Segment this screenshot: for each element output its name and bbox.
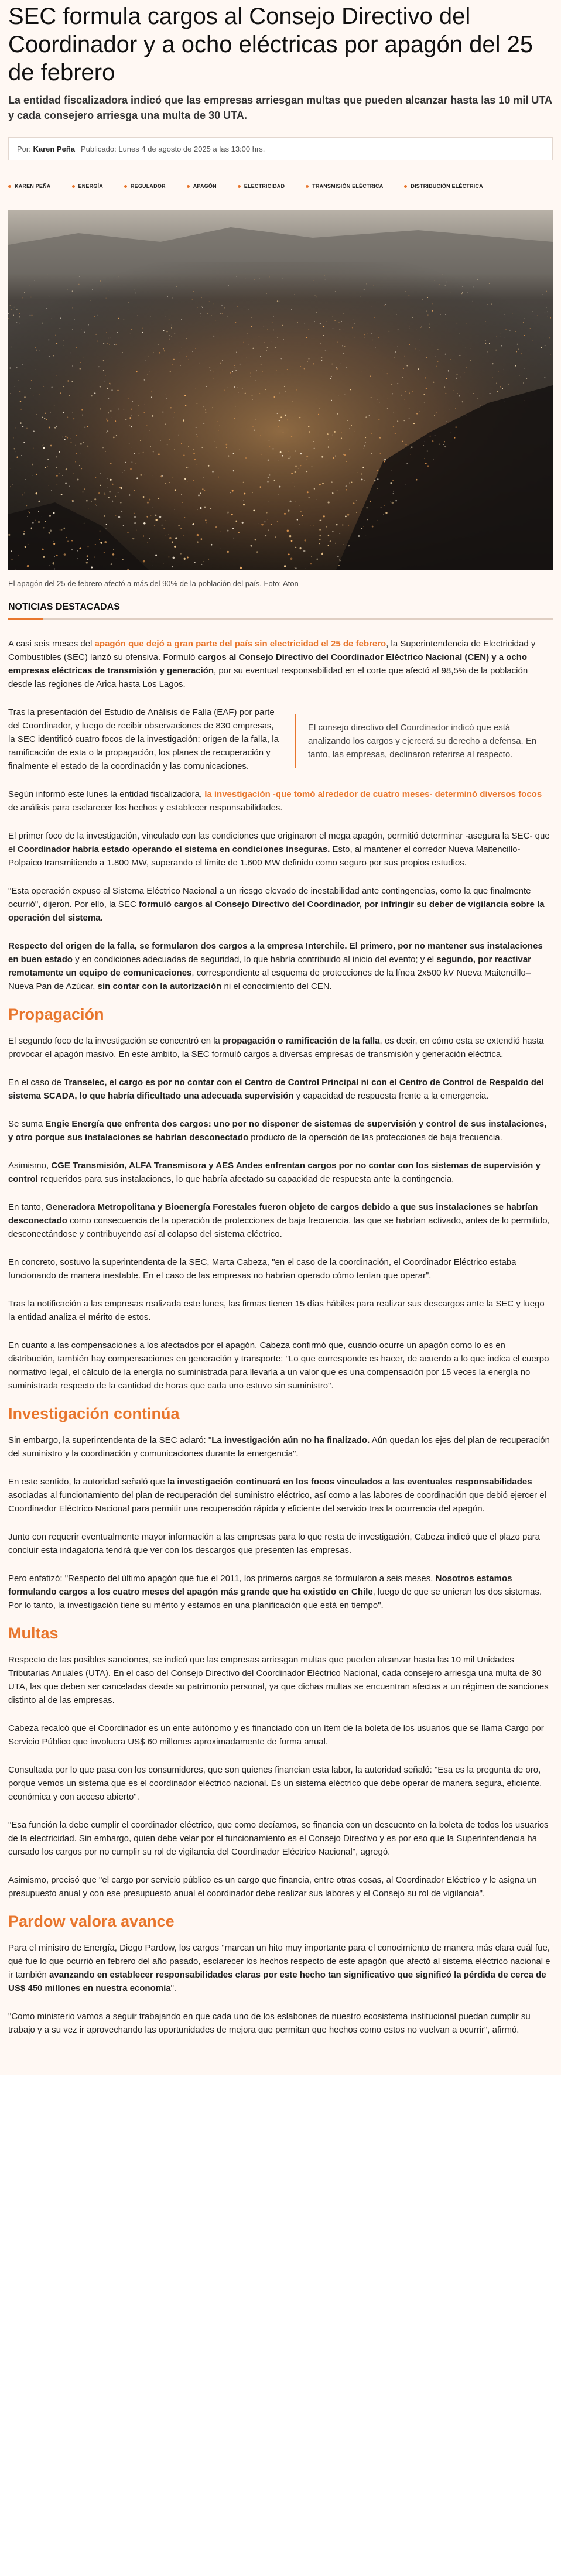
paragraph: Sin embargo, la superintendenta de la SEC aclaró: "La investigación aún no ha finalizado. Aún quedan los ejes del plan de recuperación del suministro y la coordinación y comunicaciones durante la emergencia".	[8, 1435, 550, 1459]
paragraph: En tanto, Generadora Metropolitana y Bioenergía Forestales fueron objeto de cargos debido a que sus instalaciones se habrían desconectado como consecuencia de la operación de protecciones de baja frecuencia, las que se habrían activado, antes de lo permitido, desconectándose y contribuyendo así al colapso del sistema eléctrico.	[8, 1202, 550, 1239]
paragraph: Tras la presentación del Estudio de Análisis de Falla (EAF) por parte del Coordinador, y luego de recibir observaciones de 830 empresas, la SEC identificó cuatro focos de la investigación: origen de la falla, la ramificación de esta o la propagación, los planes de recuperación y finalmente el estado de la coordinación y las comunicaciones.	[8, 707, 279, 771]
paragraph: "Como ministerio vamos a seguir trabajando en que cada uno de los eslabones de nuestro ecosistema institucional puedan cumplir su trabajo y a su vez ir aprovechando las oportunidades de mejora que permitan que hechos como estos no vuelvan a ocurrir", afirmó.	[8, 2011, 531, 2035]
article-headline: SEC formula cargos al Consejo Directivo del Coordinador y a ocho eléctricas por apagón del 25 de febrero	[8, 4, 533, 85]
paragraph-with-quote	[8, 706, 553, 773]
paragraph: "Esa función la debe cumplir el coordinador eléctrico, que como decíamos, se financia con un descuento en la boleta de todos los usuarios de la electricidad. Sin embargo, quien debe velar por el funcionamiento es el Consejo Directivo y es por eso que la Superintendencia ha cursado los cargos por no cumplir su rol de vigilancia del Coordinador Eléctrico Nacional", agregó.	[8, 1820, 549, 1857]
dot-icon	[72, 185, 75, 188]
paragraph: Junto con requerir eventualmente mayor información a las empresas para lo que resta de investigación, Cabeza indicó que el plazo para concluir esta indagatoria tendrá que ver con los descargos que presenten las empresas.	[8, 1532, 541, 1555]
paragraph: Pero enfatizó: "Respecto del último apagón que fue el 2011, los primeros cargos se formularon a seis meses. Nosotros estamos formulando cargos a los cuatro meses del apagón más grande que ha existido en Chile, luego de que se unieran los dos sistemas. Por lo tanto, la investigación tiene su mérito y estamos en una planificación que está en tiempo".	[8, 1573, 542, 1610]
paragraph: A casi seis meses del apagón que dejó a gran parte del país sin electricidad el 25 de febrero, la Superintendencia de Electricidad y Combustibles (SEC) lanzó su ofensiva. Formuló cargos al Consejo Directivo del Coordinador Eléctrico Nacional (CEN) y a ocho empresas eléctricas de transmisión y generación, por su eventual responsabilidad en el corte que afectó al 98,5% de la población desde las regiones de Arica hasta Los Lagos.	[8, 639, 536, 689]
tag[interactable]: ENERGÍA	[72, 183, 117, 189]
publish-date: Publicado: Lunes 4 de agosto de 2025 a las 13:00 hrs.	[81, 144, 265, 153]
paragraph: En el caso de Transelec, el cargo es por no contar con el Centro de Control Principal ni con el Centro de Control de Respaldo del sistema SCADA, lo que habría dificultado una adecuada supervisión y capacidad de respuesta frente a la emergencia.	[8, 1077, 544, 1101]
paragraph: Consultada por lo que pasa con los consumidores, que son quienes financian esta labor, la autoridad señaló: "Esa es la pregunta de oro, porque vemos un sistema que es el coordinador eléctrico nacional. Es un sistema eléctrico que debe operar de manera segura, eficiente, económica y con acceso abierto".	[8, 1765, 542, 1802]
paragraph: Cabeza recalcó que el Coordinador es un ente autónomo y es financiado con un ítem de la boleta de los usuarios que se llama Cargo por Servicio Público que involucra US$ 60 millones aproximadamente de forma anual.	[8, 1723, 544, 1747]
dot-icon	[187, 185, 190, 188]
paragraph: Asimismo, precisó que "el cargo por servicio público es un cargo que financia, entre otras cosas, al Coordinador Eléctrico y le asigna un presupuesto anual y con ese presupuesto anual el coordinador debe realizar sus labores y el Consejo su rol de vigilancia".	[8, 1875, 537, 1898]
tag[interactable]: REGULADOR	[124, 183, 180, 189]
byline: Por: Karen Peña	[17, 144, 76, 153]
author-link[interactable]: Karen Peña	[33, 144, 76, 153]
dot-icon	[8, 185, 11, 188]
paragraph: El primer foco de la investigación, vinculado con las condiciones que originaron el mega apagón, permitió determinar -asegura la SEC- que el Coordinador habría estado operando el sistema en condiciones inseguras. Esto, al mantener el corredor Nueva Maitencillo-Polpaico transmitiendo a 1.800 MW, superando el límite de 1.600 MW definido como seguro por sus propios estudios.	[8, 831, 550, 868]
paragraph: En concreto, sostuvo la superintendenta de la SEC, Marta Cabeza, "en el caso de la coordinación, el Coordinador Eléctrico estaba funcionando de manera inestable. En el caso de las empresas no habrían operado cómo tenían que operar".	[8, 1257, 516, 1281]
article-subheadline: La entidad fiscalizadora indicó que las empresas arriesgan multas que pueden alcanzar hasta las 10 mil UTA y cada consejero arriesga una multa de 30 UTA.	[8, 94, 552, 121]
tag[interactable]: TRANSMISIÓN ELÉCTRICA	[306, 183, 397, 189]
inline-link[interactable]: apagón que dejó a gran parte del país sin electricidad el 25 de febrero	[94, 639, 386, 649]
section-heading: Pardow valora avance	[8, 1913, 175, 1930]
pull-quote: El consejo directivo del Coordinador indicó que está analizando los cargos y ejercerá su derecho a defensa. En tanto, las empresas, declinaron referirse al respecto.	[295, 714, 552, 768]
paragraph: Respecto del origen de la falla, se formularon dos cargos a la empresa Interchile. El primero, por no mantener sus instalaciones en buen estado y en condiciones adecuadas de seguridad, lo que habría contribuido al inicio del evento; y el segundo, por reactivar remotamente un equipo de comunicaciones, correspondiente al esquema de protecciones de la línea 2x500 kV Nueva Maitencillo–Nueva Pan de Azúcar, sin contar con la autorización ni el conocimiento del CEN.	[8, 941, 543, 991]
article-body	[8, 637, 553, 2037]
section-heading: Propagación	[8, 1005, 104, 1023]
tag[interactable]: ELECTRICIDAD	[238, 183, 299, 189]
dot-icon	[238, 185, 241, 188]
section-label[interactable]: NOTICIAS DESTACADAS	[8, 602, 553, 620]
paragraph: "Esta operación expuso al Sistema Eléctrico Nacional a un riesgo elevado de inestabilidad ante contingencias, como la que finalmente ocurrió", dijeron. Por ello, la SEC formuló cargos al Consejo Directivo del Coordinador, por infringir su deber de vigilancia sobre la operación del sistema.	[8, 886, 545, 923]
paragraph: Asimismo, CGE Transmisión, ALFA Transmisora y AES Andes enfrentan cargos por no contar con los sistemas de supervisión y control requeridos para sus instalaciones, lo que habría afectado su capacidad de respuesta ante la contingencia.	[8, 1161, 541, 1184]
image-caption: El apagón del 25 de febrero afectó a más del 90% de la población del país. Foto: Aton	[8, 579, 299, 588]
paragraph: El segundo foco de la investigación se concentró en la propagación o ramificación de la falla, es decir, en cómo esta se extendió hasta provocar el apagón masivo. En este ámbito, la SEC formuló cargos a diversas empresas de transmisión y generación eléctrica.	[8, 1036, 544, 1059]
city-night-photo	[8, 210, 553, 570]
article-meta	[8, 137, 553, 160]
paragraph: Según informó este lunes la entidad fiscalizadora, la investigación -que tomó alrededor de cuatro meses- determinó diversos focos de análisis para esclarecer los hechos y establecer responsabilidades.	[8, 789, 542, 813]
tag-list	[8, 180, 553, 192]
dot-icon	[404, 185, 407, 188]
paragraph: En cuanto a las compensaciones a los afectados por el apagón, Cabeza confirmó que, cuando ocurre un apagón como lo es en distribución, también hay compensaciones en generación y transporte: "Lo que corresponde es hacer, de acuerdo a lo que indica el cuerpo normativo legal, el cálculo de la energía no suministrada para llevarla a un valor que es una compensación por 15 veces la energía no suministrada respecto de la cantidad de horas que cada uno estuvo sin suministro".	[8, 1340, 549, 1391]
paragraph: Se suma Engie Energía que enfrenta dos cargos: uno por no disponer de sistemas de supervisión y control de sus instalaciones, y otro porque sus instalaciones se habrían desconectado producto de la operación de las protecciones de baja frecuencia.	[8, 1119, 547, 1142]
dot-icon	[124, 185, 127, 188]
paragraph: Tras la notificación a las empresas realizada este lunes, las firmas tienen 15 días hábiles para realizar sus descargos ante la SEC y luego la entidad analiza el mérito de estos.	[8, 1299, 545, 1322]
tag[interactable]: APAGÓN	[187, 183, 231, 189]
paragraph: Respecto de las posibles sanciones, se indicó que las empresas arriesgan multas que pueden alcanzar hasta las 10 mil Unidades Tributarias Anuales (UTA). En el caso del Consejo Directivo del Coordinador Eléctrico Nacional, cada consejero arriesga una multa de 30 UTA, las que deben ser canceladas desde su patrimonio personal, ya que dichas multas se encuentran afectas a un régimen de sanciones distinto al de las empresas.	[8, 1655, 549, 1705]
inline-link[interactable]: la investigación -que tomó alrededor de cuatro meses- determinó diversos focos	[204, 789, 542, 799]
paragraph: Para el ministro de Energía, Diego Pardow, los cargos "marcan un hito muy importante para el conocimiento de manera más clara cuál fue, qué fue lo que ocurrió en febrero del año pasado, esclarecer los hechos respecto de este apagón que afectó al sistema eléctrico nacional e ir también avanzando en establecer responsabilidades claras por este hecho tan significativo que significó la pérdida de cerca de US$ 450 millones en nuestra economía".	[8, 1943, 550, 1993]
section-heading: Investigación continúa	[8, 1405, 180, 1422]
hero-image	[8, 210, 553, 570]
tag[interactable]: KAREN PEÑA	[8, 183, 65, 189]
section-heading: Multas	[8, 1624, 59, 1642]
tag[interactable]: DISTRIBUCIÓN ELÉCTRICA	[404, 183, 497, 189]
dot-icon	[306, 185, 309, 188]
paragraph: En este sentido, la autoridad señaló que la investigación continuará en los focos vinculados a las eventuales responsabilidades asociadas al funcionamiento del plan de recuperación del suministro eléctrico, así como a las labores de coordinación que debió ejercer el Coordinador Eléctrico Nacional para permitir una recuperación rápida y eficiente del servicio tras la ocurrencia del apagón.	[8, 1477, 546, 1514]
